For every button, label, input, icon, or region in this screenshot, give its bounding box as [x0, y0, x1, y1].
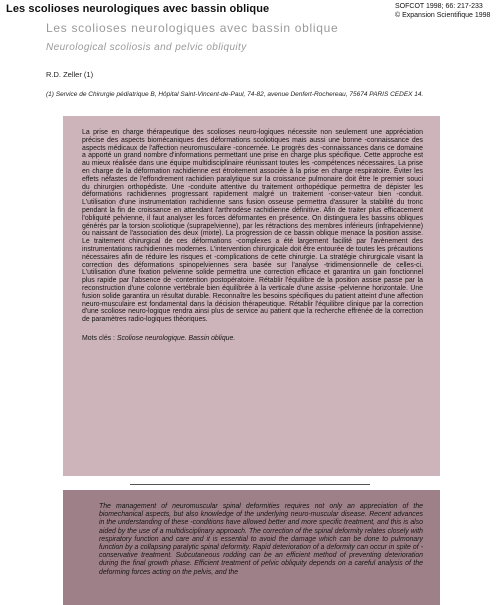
english-abstract-box: [63, 490, 440, 605]
journal-citation: [395, 2, 495, 20]
author-affiliation: (1) Service de Chirurgie pédiatrique B, Hôpital Saint-Vincent-de-Paul, 74-82, avenue Denfert-Rochereau, 75674 PARIS CEDEX 14.: [46, 91, 424, 98]
keywords-values: Scoliose neurologique. Bassin oblique.: [116, 334, 236, 342]
french-abstract-box: [63, 116, 440, 476]
citation-line: SOFCOT 1998; 66: 217-233: [395, 3, 483, 10]
keywords-label: Mots clés :: [82, 334, 115, 342]
french-abstract-text: La prise en charge thérapeutique des scolioses neuro-logiques nécessite non seulement une appréciation précise des aspects biomécaniques des déformations scoliotiques mais aussi une bonne -connaissance des aspects médicaux de l'affection neuromusculaire -concernée. Le progrès des -connaissances dans ce domaine a apporté un grand nombre d'informations permettant une prise en charge plus spécifique. Cette approche est au mieux réalisée dans une équipe multidisciplinaire réunissant toutes les -compétences nécessaires. La prise en charge de la déformation rachidienne est étroitement associée à la prise en charge respiratoire. Éviter les effets néfastes de l'effondrement rachidien paralytique sur la croissance pulmonaire doit être le premier souci du chirurgien orthopédiste. Une -conduite attentive du traitement orthopédique permettra de dépister les déformations rachidiennes progressant rapidement malgré un traitement -conser-vateur bien -conduit. L'utilisation d'une instrumentation rachidienne sans fusion osseuse permettra d'assurer la stabilité du tronc pendant la fin de croissance en attendant l'arthrodèse rachidienne définitive. Afin de traiter plus efficacement l'obliquité pelvienne, il faut analyser les forces déformantes en présence. On distinguera les bassins obliques générés par la torsion scoliotique (suprapelvienne), par les rétractions des membres inférieurs (infrapelvienne) ou naissant de l'association des deux (mixte). La progression de ce bassin oblique menace la position assise. Le traitement chirurgical de ces déformations -complexes a été largement facilité par l'avènement des instrumentations rachidiennes modernes. L'intervention chirurgicale doit être entourée de toutes les précautions nécessaires afin de réduire les risques et -complications de cette chirurgie. La stratégie chirurgicale visant la correction des déformations spinopelviennes sera basée sur l'analyse -tridimensionnelle de celles-ci. L'utilisation d'une fixation pelvienne solide permettra une correction efficace et garantira un gain fonctionnel plus rapide par l'absence de -contention postopératoire. Rétablir l'équilibre de la position assise passe par la reconstruction d'une colonne vertébrale bien équilibrée à la verticale d'une assise -pelvienne horizontale. Une fusion solide garantira un résultat durable. Reconnaître les besoins spécifiques du patient atteint d'une affection neuro-musculaire est fondamental dans la décision thérapeutique. Rétablir l'équilibre clinique par la correction d'une scoliose neuro-logique rendra ainsi plus de service au patient que la recherche effrénée de la correction de paramètres radio-logiques théoriques.: [82, 129, 423, 324]
author-line: R.D. Zeller (1): [46, 70, 94, 79]
article-title-french: Les scolioses neurologiques avec bassin oblique: [46, 21, 339, 35]
copyright-line: © Expansion Scientifique 1998: [395, 12, 491, 19]
article-title-english: Neurological scoliosis and pelvic obliquity: [46, 42, 247, 53]
keywords-line: [82, 335, 423, 343]
section-divider: [130, 484, 370, 485]
running-title: Les scolioses neurologiques avec bassin oblique: [6, 3, 270, 15]
english-abstract-text: The management of neuromuscular spinal deformities requires not only an appreciation of the biomechanical aspects, but also knowledge of the underlying neuro-muscular disease. Recent advances in the understanding of these -conditions have allowed better and more specific treatment, and this is also aided by the use of a multidisciplinary approach. The correction of the spinal deformity relates closely with respiratory function and care and it is essential to avoid the damage which can be done to pulmonary function by a collapsing paralytic spinal deformity. Rapid deterioration of a deformity can occur in spite of -conservative treatment. Subcutaneous rodding can be an efficient method of preventing deterioration during the final growth phase. Efficient treatment of pelvic obliquity depends on a careful analysis of the deforming forces acting on the pelvis, and the: [99, 503, 423, 576]
